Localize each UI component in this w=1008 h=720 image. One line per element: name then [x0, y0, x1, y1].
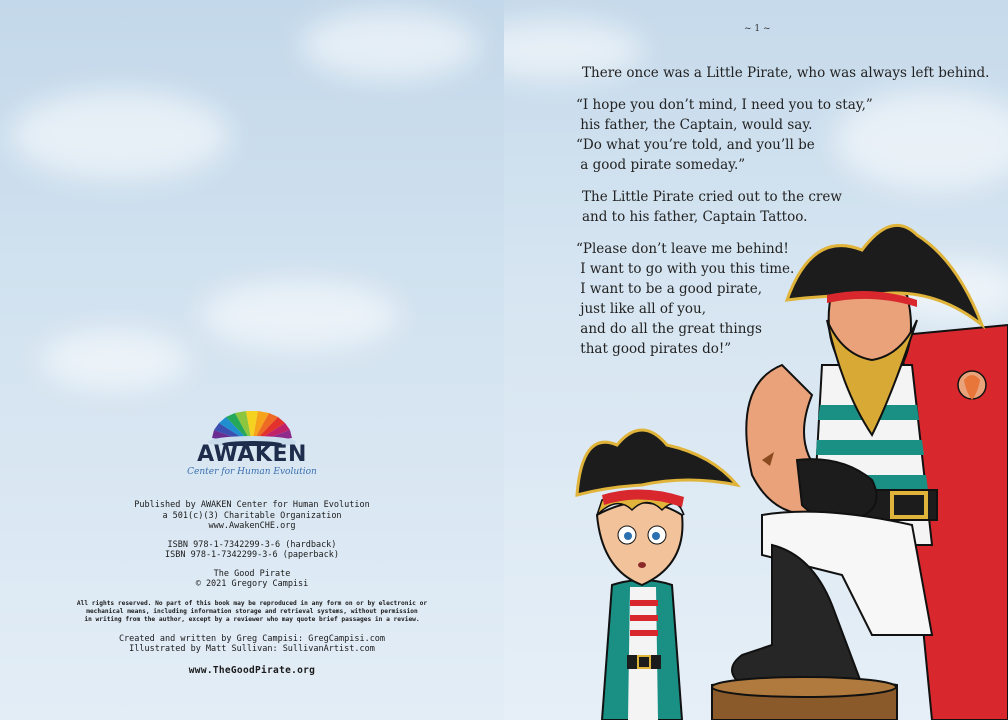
illustrator-credit: Illustrated by Matt Sullivan: SullivanArtist.com: [129, 644, 375, 654]
boy-face: [597, 503, 683, 586]
isbn-line: ISBN 978-1-7342299-3-6 (hardback): [167, 539, 337, 550]
story-line: his father, the Captain, would say.: [576, 117, 813, 133]
rainbow-burst-icon: [207, 410, 297, 446]
story-line: There once was a Little Pirate, who was always left behind.: [582, 65, 990, 81]
story-line: The Little Pirate cried out to the crew: [582, 189, 842, 205]
story-line: that good pirates do!”: [576, 341, 732, 357]
boy-hat: [577, 430, 737, 495]
story-line: and to his father, Captain Tattoo.: [582, 209, 808, 225]
credits: [60, 634, 444, 655]
story-line: I want to go with you this time.: [576, 261, 795, 277]
story-line: and do all the great things: [576, 321, 762, 337]
awaken-logo: [172, 410, 332, 490]
copyright-line: © 2021 Gregory Campisi: [195, 579, 309, 589]
story-line: I want to be a good pirate,: [576, 281, 763, 297]
boy-belt: [627, 655, 661, 669]
story-line: “Please don’t leave me behind!: [576, 241, 789, 257]
page-number: ~ 1 ~: [744, 24, 771, 34]
logo-wordmark: AWAKEN: [197, 442, 307, 467]
title-copyright: [60, 569, 444, 590]
story-paragraph: [582, 63, 992, 83]
publisher-line: a 501(c)(3) Charitable Organization: [162, 510, 342, 521]
isbn-info: [60, 540, 444, 561]
book-title: The Good Pirate: [213, 568, 291, 579]
cloud: [40, 330, 190, 390]
story-line: “I hope you don’t mind, I need you to stay,”: [576, 97, 873, 113]
author-credit: Created and written by Greg Campisi: GregCampisi.com: [118, 633, 386, 644]
legal-line: All rights reserved. No part of this book may be reproduced in any form on or by electronic or: [76, 599, 428, 607]
legal-line: mechanical means, including information storage and retrieval systems, without permission: [86, 607, 418, 615]
cloud: [10, 90, 230, 180]
publisher-line: Published by AWAKEN Center for Human Evolution: [134, 500, 370, 510]
cloud: [300, 10, 480, 80]
isbn-line: ISBN 978-1-7342299-3-6 (paperback): [165, 550, 339, 560]
logo-tagline: Center for Human Evolution: [187, 467, 317, 477]
story-line: a good pirate someday.”: [576, 157, 746, 173]
story-line: just like all of you,: [576, 301, 707, 317]
publisher-info: [60, 500, 444, 532]
legal-line: in writing from the author, except by a reviewer who may quote brief passages in a review.: [84, 615, 420, 623]
publisher-line: www.AwakenCHE.org: [208, 521, 296, 531]
copyright-imprint: [60, 410, 444, 676]
story-line: “Do what you’re told, and you’ll be: [576, 137, 815, 153]
website-link[interactable]: www.TheGoodPirate.org: [188, 664, 316, 676]
legal-notice: [60, 600, 444, 624]
pirates-illustration: [572, 215, 1008, 720]
story-paragraph: [576, 95, 992, 175]
cloud: [200, 280, 400, 350]
